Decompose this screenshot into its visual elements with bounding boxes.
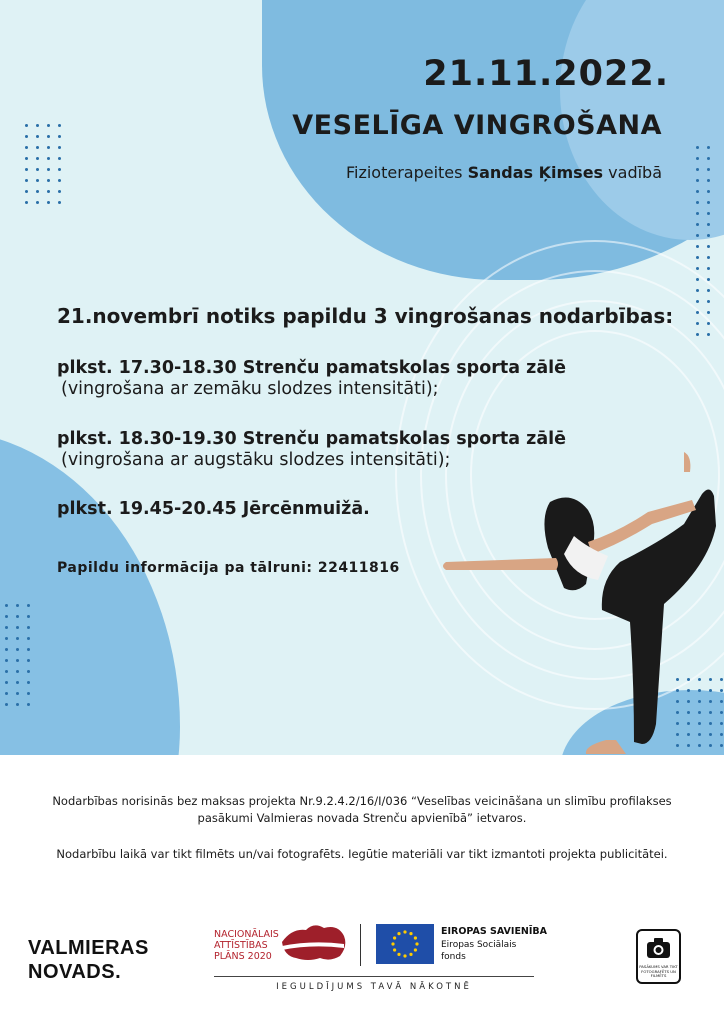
decor-dot — [696, 168, 699, 171]
latvia-map-icon — [278, 924, 348, 964]
decor-dot — [707, 245, 710, 248]
session-item — [57, 429, 566, 470]
decor-dots-top-left — [25, 124, 61, 204]
decor-dot — [696, 322, 699, 325]
session-item — [57, 358, 566, 399]
decor-dot — [27, 626, 30, 629]
decor-dot — [696, 333, 699, 336]
decor-dot — [707, 300, 710, 303]
camera-notice — [636, 929, 681, 984]
event-title: VESELĪGA VINGROŠANA — [292, 110, 662, 141]
camera-notice-text: PASĀKUMS VAR TIKT FOTOGRAFĒTS UN FILMĒTS — [639, 964, 678, 979]
decor-dot — [27, 615, 30, 618]
decor-dot — [696, 190, 699, 193]
decor-dot — [58, 190, 61, 193]
decor-dot — [696, 278, 699, 281]
decor-dot — [707, 168, 710, 171]
decor-dot — [707, 289, 710, 292]
decor-dot — [58, 179, 61, 182]
session-note: (vingrošana ar zemāku slodzes intensitāti); — [61, 379, 439, 399]
decor-dot — [47, 201, 50, 204]
decor-dot — [47, 124, 50, 127]
decor-dot — [58, 201, 61, 204]
eu-line: fonds — [441, 951, 466, 962]
phone-info: Papildu informācija pa tālruni: 22411816 — [57, 560, 400, 576]
decor-dot — [5, 604, 8, 607]
event-date: 21.11.2022. — [423, 54, 669, 94]
footer-project-note: Nodarbības norisinās bez maksas projekta Nr.9.2.4.2/16/I/036 “Veselības veicināšana un slimību profilakses pasākumi Valmieras novada Strenču apvienībā” ietvaros. — [52, 794, 672, 825]
valmieras-novads-logo — [28, 936, 149, 984]
footer-media-note: Nodarbību laikā var tikt filmēts un/vai fotografēts. Iegūtie materiāli var tikt izmantoti projekta publicitātei. — [56, 847, 668, 861]
camera-icon — [646, 937, 671, 959]
decor-dot — [707, 311, 710, 314]
decor-dot — [58, 135, 61, 138]
eu-line: Eiropas Sociālais — [441, 939, 517, 950]
decor-dot — [27, 692, 30, 695]
decor-dot — [58, 124, 61, 127]
decor-dot — [696, 157, 699, 160]
decor-dot — [25, 201, 28, 204]
eu-flag-icon — [376, 924, 434, 964]
nap-line: ATTĪSTĪBAS — [214, 939, 268, 951]
logo-line: NOVADS. — [28, 961, 122, 983]
decor-dot — [707, 212, 710, 215]
decor-dot — [16, 659, 19, 662]
decor-dot — [5, 648, 8, 651]
decor-dot — [16, 670, 19, 673]
decor-dot — [696, 223, 699, 226]
decor-dot — [27, 637, 30, 640]
decor-dot — [707, 190, 710, 193]
decor-dot — [36, 201, 39, 204]
decor-dot — [16, 637, 19, 640]
decor-dot — [5, 659, 8, 662]
decor-dot — [36, 157, 39, 160]
logo-divider — [360, 924, 361, 966]
decor-dot — [58, 146, 61, 149]
decor-dot — [707, 179, 710, 182]
eu-logo-text — [441, 926, 547, 963]
decor-dot — [25, 124, 28, 127]
event-subtitle — [346, 163, 662, 182]
sessions-heading: 21.novembrī notiks papildu 3 vingrošanas nodarbības: — [57, 304, 674, 328]
decor-dot — [696, 212, 699, 215]
decor-dot — [5, 703, 8, 706]
subtitle-name: Sandas Ķimses — [467, 163, 604, 182]
session-main: plkst. 19.45-20.45 Jērcēnmuižā. — [57, 499, 370, 519]
decor-dot — [36, 146, 39, 149]
decor-dot — [25, 146, 28, 149]
logo-line: VALMIERAS — [28, 937, 149, 959]
decor-dot — [36, 190, 39, 193]
decor-dot — [25, 190, 28, 193]
decor-dot — [5, 681, 8, 684]
subtitle-suffix: vadībā — [603, 163, 662, 182]
decor-dot — [696, 146, 699, 149]
decor-dot — [36, 135, 39, 138]
decor-dot — [696, 234, 699, 237]
nap-line: NACIONĀLAIS — [214, 929, 279, 940]
decor-dot — [27, 703, 30, 706]
tagline: IEGULDĪJUMS TAVĀ NĀKOTNĒ — [276, 982, 472, 992]
decor-dot — [696, 245, 699, 248]
decor-dot — [47, 190, 50, 193]
decor-dot — [5, 637, 8, 640]
decor-dot — [36, 168, 39, 171]
decor-dot — [47, 179, 50, 182]
decor-dot — [36, 179, 39, 182]
decor-dot — [707, 223, 710, 226]
decor-dot — [25, 135, 28, 138]
decor-dot — [58, 168, 61, 171]
decor-dot — [696, 256, 699, 259]
decor-dot — [25, 179, 28, 182]
tagline-divider — [214, 976, 534, 977]
decor-dot — [47, 157, 50, 160]
decor-dot — [27, 681, 30, 684]
decor-dot — [16, 615, 19, 618]
decor-dot — [16, 626, 19, 629]
decor-dot — [16, 692, 19, 695]
session-main: plkst. 17.30-18.30 Strenču pamatskolas sporta zālē — [57, 358, 566, 378]
decor-dot — [696, 300, 699, 303]
yoga-woman-illustration — [440, 450, 724, 755]
decor-dot — [707, 333, 710, 336]
decor-dot — [16, 703, 19, 706]
decor-dot — [707, 201, 710, 204]
decor-dot — [696, 311, 699, 314]
decor-dot — [47, 135, 50, 138]
decor-blob-left — [0, 430, 180, 755]
decor-dot — [16, 648, 19, 651]
decor-dot — [707, 322, 710, 325]
session-item — [57, 499, 370, 519]
decor-dot — [5, 615, 8, 618]
decor-dot — [696, 201, 699, 204]
decor-dot — [16, 604, 19, 607]
decor-dot — [696, 179, 699, 182]
decor-dot — [707, 256, 710, 259]
nap-logo-text — [214, 930, 279, 963]
decor-dot — [47, 168, 50, 171]
decor-dot — [58, 157, 61, 160]
decor-dot — [27, 648, 30, 651]
decor-dot — [36, 124, 39, 127]
decor-dot — [5, 670, 8, 673]
decor-dot — [707, 146, 710, 149]
decor-dots-right — [696, 146, 710, 336]
decor-dot — [707, 278, 710, 281]
decor-dot — [16, 681, 19, 684]
decor-dot — [5, 626, 8, 629]
decor-dot — [707, 157, 710, 160]
decor-dot — [5, 692, 8, 695]
subtitle-prefix: Fizioterapeites — [345, 163, 468, 182]
session-main: plkst. 18.30-19.30 Strenču pamatskolas sporta zālē — [57, 429, 566, 449]
decor-dot — [696, 267, 699, 270]
decor-dot — [25, 157, 28, 160]
decor-dot — [707, 234, 710, 237]
session-note: (vingrošana ar augstāku slodzes intensitāti); — [61, 450, 451, 470]
decor-dots-bottom-left — [5, 604, 30, 706]
eu-title: EIROPAS SAVIENĪBA — [441, 926, 548, 937]
decor-dot — [696, 289, 699, 292]
decor-dot — [25, 168, 28, 171]
decor-dot — [47, 146, 50, 149]
decor-dot — [27, 659, 30, 662]
nap-line: PLĀNS 2020 — [214, 950, 272, 962]
decor-dot — [27, 604, 30, 607]
decor-dot — [707, 267, 710, 270]
decor-dot — [27, 670, 30, 673]
